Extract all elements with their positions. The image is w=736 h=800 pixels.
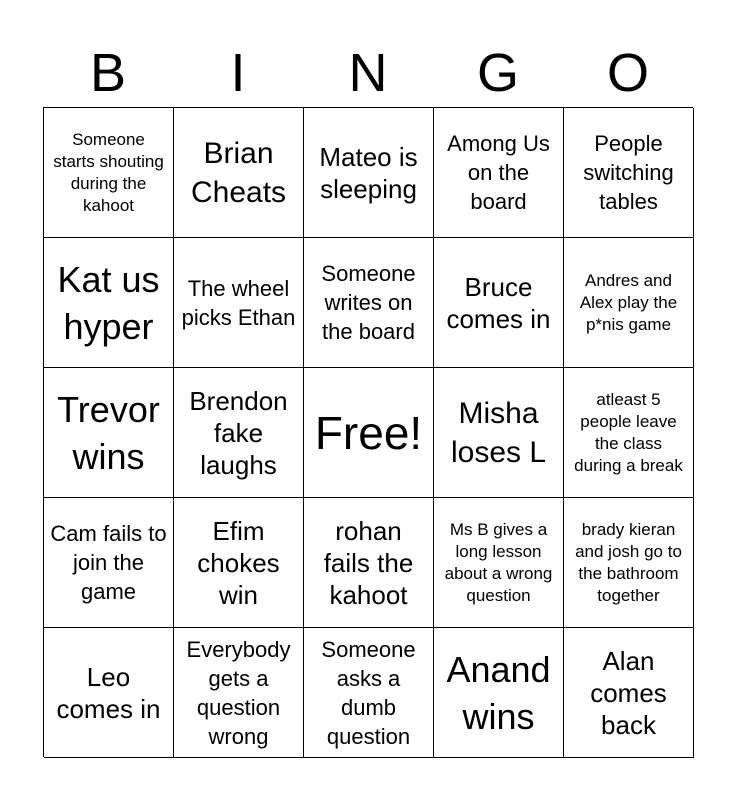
- cell-text: Someone asks a dumb question: [321, 636, 416, 749]
- bingo-cell[interactable]: [564, 108, 694, 238]
- cell-text: Bruce comes in: [446, 271, 551, 334]
- cell-text: Mateo is sleeping: [319, 141, 418, 204]
- bingo-cell[interactable]: [304, 238, 434, 368]
- bingo-cell[interactable]: [174, 628, 304, 758]
- cell-text: Someone writes on the board: [321, 261, 416, 344]
- bingo-cell[interactable]: [434, 498, 564, 628]
- cell-text: atleast 5 people leave the class during a break: [574, 389, 683, 475]
- cell-text: Andres and Alex play the p*nis game: [579, 270, 678, 334]
- bingo-cell[interactable]: [44, 628, 174, 758]
- cell-text: Brian Cheats: [190, 136, 287, 209]
- cell-text: Alan comes back: [590, 645, 667, 740]
- bingo-cell[interactable]: [174, 108, 304, 238]
- cell-text: The wheel picks Ethan: [181, 275, 296, 330]
- free-space-cell[interactable]: [304, 368, 434, 498]
- bingo-header: [43, 40, 693, 106]
- cell-text: Ms B gives a long lesson about a wrong question: [444, 519, 553, 605]
- bingo-cell[interactable]: [564, 628, 694, 758]
- bingo-cell[interactable]: [434, 628, 564, 758]
- cell-text: rohan fails the kahoot: [323, 515, 414, 610]
- header-letter-o: O: [606, 43, 649, 103]
- cell-text: Trevor wins: [57, 388, 160, 477]
- cell-text: Leo comes in: [56, 661, 161, 724]
- bingo-cell[interactable]: [564, 368, 694, 498]
- bingo-cell[interactable]: [174, 498, 304, 628]
- cell-text: Misha loses L: [450, 396, 547, 469]
- cell-text: Among Us on the board: [447, 131, 550, 214]
- bingo-cell[interactable]: [304, 628, 434, 758]
- cell-text: Brendon fake laughs: [189, 385, 288, 480]
- cell-text: Cam fails to join the game: [50, 521, 167, 604]
- bingo-cell[interactable]: [174, 238, 304, 368]
- bingo-cell[interactable]: [44, 108, 174, 238]
- bingo-cell[interactable]: [434, 108, 564, 238]
- bingo-cell[interactable]: [434, 368, 564, 498]
- bingo-cell[interactable]: [174, 368, 304, 498]
- header-letter-b: B: [89, 43, 127, 103]
- header-letter-i: I: [230, 43, 246, 103]
- cell-text: Anand wins: [446, 648, 551, 737]
- header-letter-g: G: [476, 43, 519, 103]
- cell-text: Everybody gets a question wrong: [186, 636, 291, 749]
- bingo-cell[interactable]: [564, 498, 694, 628]
- bingo-cell[interactable]: [434, 238, 564, 368]
- cell-text: Someone starts shouting during the kahoot: [53, 129, 164, 215]
- bingo-cell[interactable]: [304, 498, 434, 628]
- cell-text: People switching tables: [583, 131, 674, 214]
- cell-text: brady kieran and josh go to the bathroom together: [575, 519, 682, 605]
- free-space-text: Free!: [314, 406, 423, 459]
- bingo-cell[interactable]: [44, 238, 174, 368]
- header-letter-n: N: [348, 43, 388, 103]
- bingo-cell[interactable]: [44, 498, 174, 628]
- cell-text: Efim chokes win: [197, 515, 280, 610]
- cell-text: Kat us hyper: [57, 258, 160, 347]
- bingo-cell[interactable]: [564, 238, 694, 368]
- bingo-cell[interactable]: [44, 368, 174, 498]
- bingo-cell[interactable]: [304, 108, 434, 238]
- bingo-card-grid: [43, 107, 693, 757]
